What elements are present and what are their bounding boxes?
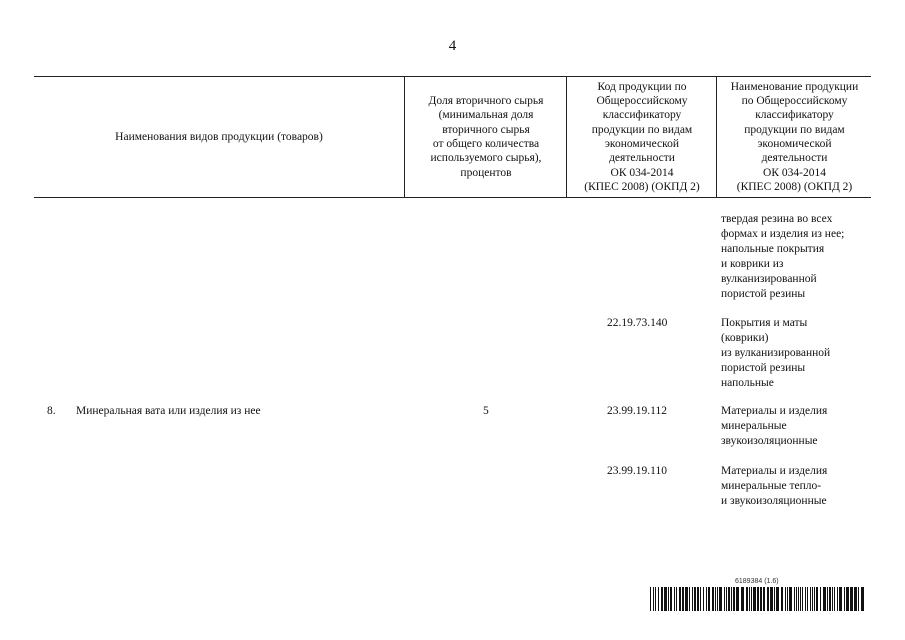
row-description: Материалы и изделия минеральные тепло- и звукоизоляционные (721, 465, 828, 507)
row-product-name: Минеральная вата или изделия из нее (76, 405, 261, 417)
header-okpd-code-text: Код продукции по Общероссийскому классификатору продукции по видам экономической деятельности ОК 034-2014 (КПЕС 2008) (ОКПД 2) (584, 80, 700, 193)
row-description: Покрытия и маты (коврики) из вулканизированной пористой резины напольные (721, 317, 831, 389)
row-number: 8. (47, 405, 56, 417)
header-cell-secondary-share (404, 77, 567, 197)
barcode-icon (650, 587, 866, 611)
header-cell-product-name (34, 77, 404, 197)
row-code: 23.99.19.112 (607, 405, 667, 417)
header-okpd-name-text: Наименование продукции по Общероссийскому классификатору продукции по видам экономической деятельности ОК 034-2014 (КПЕС 2008) (ОКПД 2) (730, 80, 859, 193)
header-product-name-text: Наименования видов продукции (товаров) (115, 130, 323, 143)
row-description: твердая резина во всех формах и изделия из нее; напольные покрытия и коврики из вулканизированной пористой резины (721, 213, 845, 300)
row-description: Материалы и изделия минеральные звукоизоляционные (721, 405, 828, 447)
row-code: 22.19.73.140 (607, 317, 668, 329)
row-share: 5 (483, 405, 489, 417)
header-cell-okpd-name (716, 77, 872, 197)
barcode-label: 6189384 (1.6) (735, 578, 779, 585)
row-code: 23.99.19.110 (607, 465, 667, 477)
table-header (34, 76, 871, 198)
header-cell-okpd-code (566, 77, 717, 197)
header-secondary-share-text: Доля вторичного сырья (минимальная доля вторичного сырья от общего количества используемого сырья), процентов (428, 95, 544, 179)
page-number: 4 (448, 38, 457, 54)
